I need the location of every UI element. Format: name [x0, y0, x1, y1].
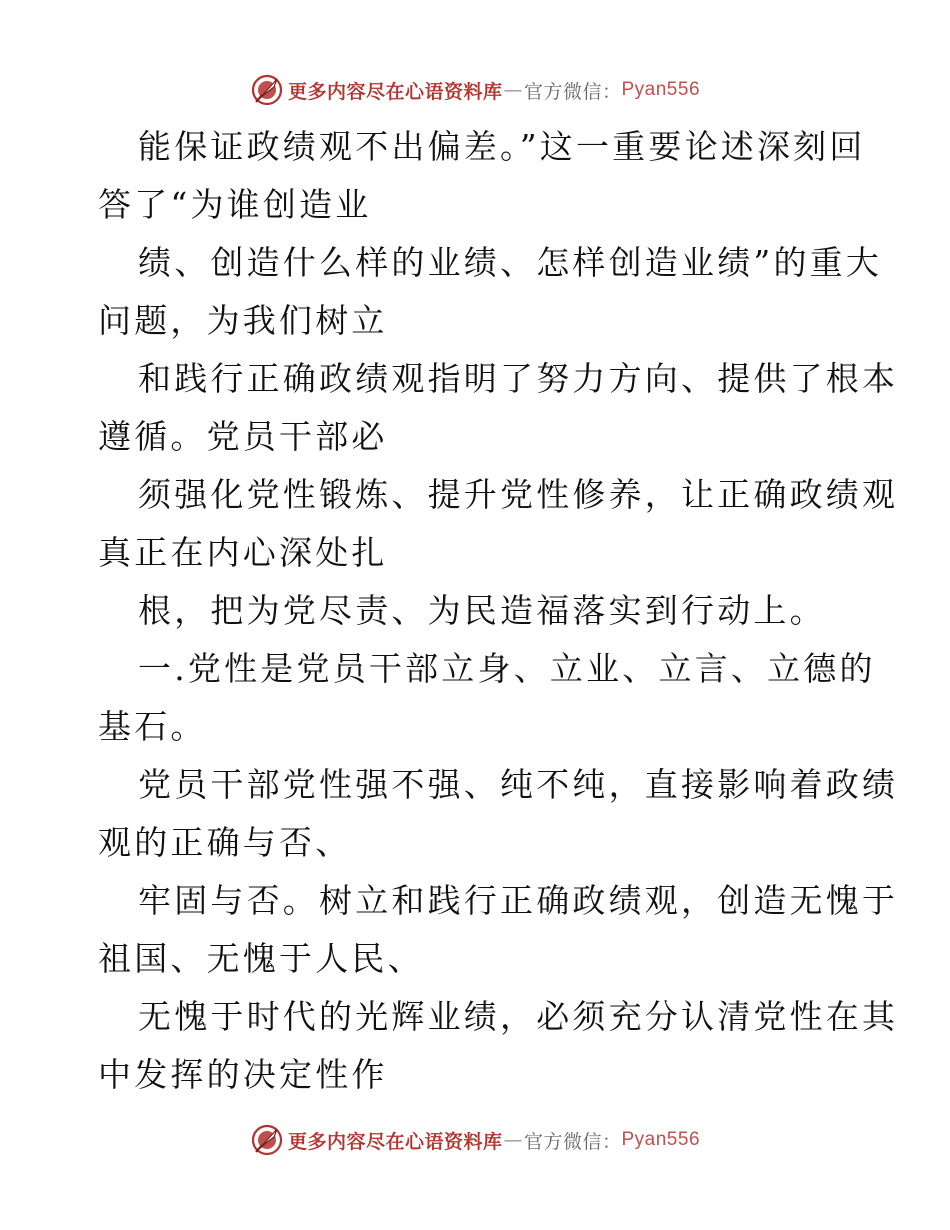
text-line: 和践行正确政绩观指明了努力方向、提供了根本 — [138, 359, 899, 398]
quill-logo-icon — [250, 73, 284, 107]
text-line: 能保证政绩观不出偏差。”这一重要论述深刻回 — [138, 127, 866, 166]
section-heading: 一.党性是党员干部立身、立业、立言、立德的 — [138, 649, 876, 688]
watermark-wechat-id: Pyan556 — [621, 1129, 701, 1150]
watermark-wechat-id: Pyan556 — [621, 79, 701, 100]
watermark-wechat-label: 官方微信： — [523, 1130, 622, 1153]
watermark-site-name: 更多内容尽在心语资料库 — [287, 80, 503, 103]
watermark-site-name: 更多内容尽在心语资料库 — [287, 1130, 503, 1153]
watermark-dash: — — [503, 79, 523, 101]
text-line: 真正在内心深处扎 — [98, 533, 388, 572]
text-line: 绩、创造什么样的业绩、怎样创造业绩”的重大 — [138, 243, 883, 282]
text-line: 观的正确与否、 — [98, 823, 352, 862]
footer-watermark — [0, 1120, 950, 1160]
body-text — [98, 118, 899, 1104]
text-line: 答了“为谁创造业 — [98, 185, 372, 224]
quill-logo-icon — [250, 1123, 284, 1157]
text-line: 问题，为我们树立 — [98, 301, 388, 340]
header-watermark — [0, 70, 950, 110]
text-line: 无愧于时代的光辉业绩，必须充分认清党性在其 — [138, 997, 899, 1036]
text-line: 祖国、无愧于人民、 — [98, 939, 424, 978]
text-line: 中发挥的决定性作 — [98, 1055, 388, 1094]
text-line: 须强化党性锻炼、提升党性修养，让正确政绩观 — [138, 475, 899, 514]
text-line: 遵循。党员干部必 — [98, 417, 388, 456]
watermark-wechat-label: 官方微信： — [523, 80, 622, 103]
text-line: 牢固与否。树立和践行正确政绩观，创造无愧于 — [138, 881, 899, 920]
watermark-dash: — — [503, 1129, 523, 1151]
text-line: 基石。 — [98, 707, 207, 746]
text-line: 根，把为党尽责、为民造福落实到行动上。 — [138, 591, 826, 630]
text-line: 党员干部党性强不强、纯不纯，直接影响着政绩 — [138, 765, 899, 804]
